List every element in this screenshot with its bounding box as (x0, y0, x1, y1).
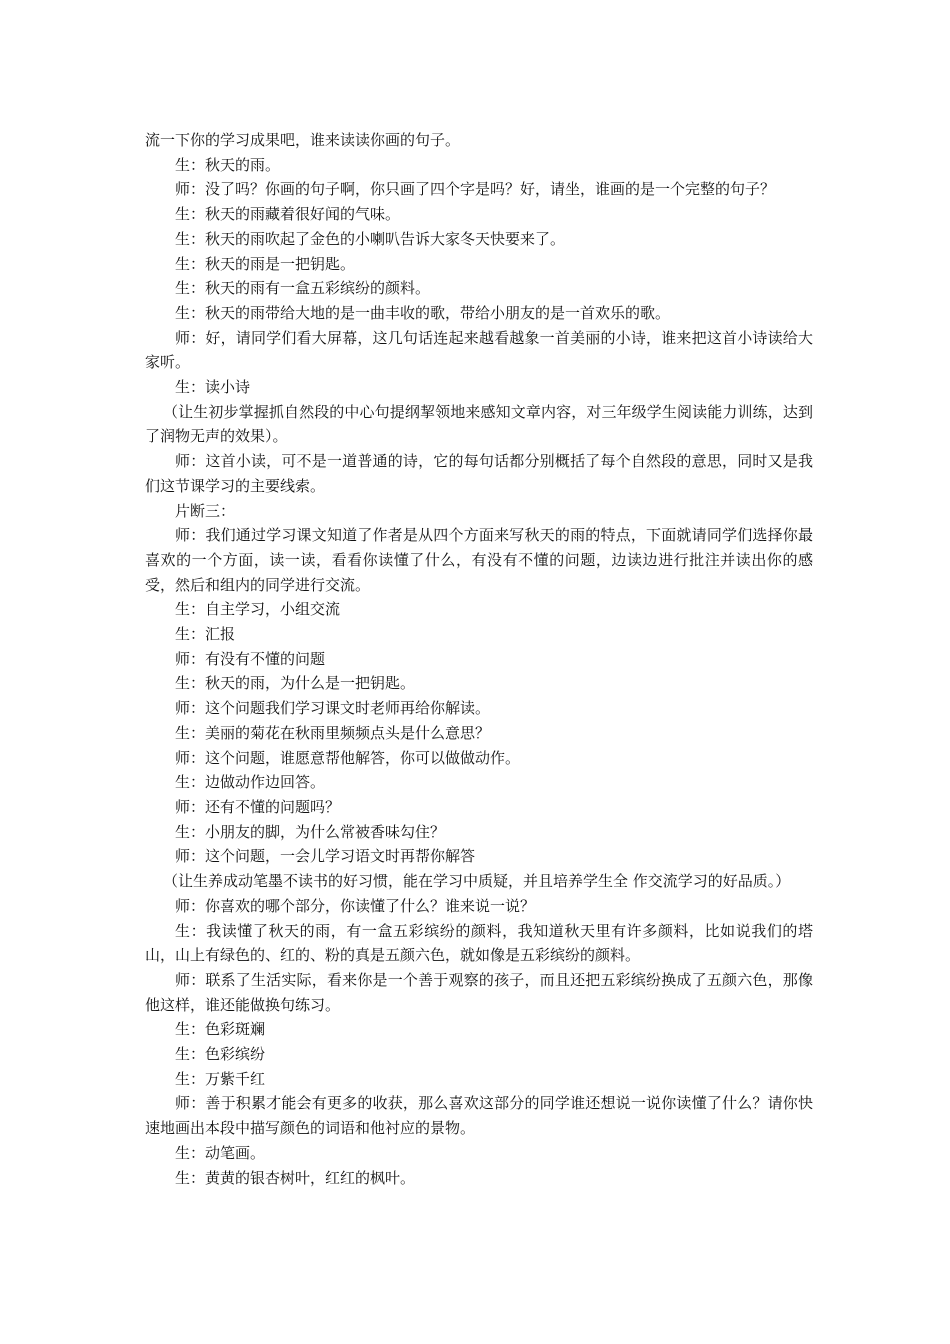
paragraph: 生：秋天的雨是一把钥匙。 (175, 254, 356, 273)
paragraph: 生：秋天的雨带给大地的是一曲丰收的歌，带给小朋友的是一首欢乐的歌。 (175, 303, 671, 322)
paragraph: 师：这首小读，可不是一道普通的诗，它的每句话都分别概括了每个自然段的意思，同时又是我们这节课学习的主要线索。 (145, 452, 813, 495)
paragraph: 生：色彩斑斓 (175, 1020, 266, 1039)
paragraph: 生：万紫千红 (175, 1069, 266, 1088)
paragraph: 片断三： (175, 501, 236, 520)
paragraph: 生：小朋友的脚，为什么常被香味勾住？ (175, 822, 446, 841)
paragraph: 师：好，请同学们看大屏幕，这几句话连起来越看越象一首美丽的小诗，谁来把这首小诗读给大家听。 (145, 328, 813, 372)
paragraph: 师：还有不懂的问题吗？ (175, 797, 341, 816)
paragraph: 生：美丽的菊花在秋雨里频频点头是什么意思？ (175, 723, 491, 742)
paragraph: 生：边做动作边回答。 (175, 773, 326, 792)
paragraph: 流一下你的学习成果吧，谁来读读你画的句子。 (145, 131, 461, 149)
paragraph: 生：色彩缤纷 (175, 1045, 266, 1064)
paragraph: （让生初步掌握抓自然段的中心句提纲挈领地来感知文章内容，对三年级学生阅读能力训练，达到了润物无声的效果）。 (145, 402, 813, 446)
paragraph: 生：秋天的雨。 (175, 155, 281, 174)
paragraph: 师：你喜欢的哪个部分，你读懂了什么？谁来说一说？ (175, 896, 536, 915)
paragraph: （让生养成动笔墨不读书的好习惯，能在学习中质疑，并且培养学生全 作交流学习的好品质。） (163, 872, 791, 891)
paragraph: 生：读小诗 (175, 378, 251, 397)
paragraph: 生：汇报 (175, 625, 236, 644)
paragraph: 生：自主学习，小组交流 (175, 600, 341, 619)
paragraph: 生：我读懂了秋天的雨，有一盒五彩缤纷的颜料，我知道秋天里有许多颜料，比如说我们的塔山，山上有绿色的、红的、粉的真是五颜六色，就如像是五彩缤纷的颜料。 (145, 921, 813, 965)
paragraph: 生：秋天的雨有一盒五彩缤纷的颜料。 (175, 279, 431, 298)
paragraph: 师：这个问题我们学习课文时老师再给你解读。 (175, 699, 491, 718)
paragraph: 师：没了吗？你画的句子啊，你只画了四个字是吗？好，请坐，谁画的是一个完整的句子？ (175, 180, 776, 199)
paragraph: 师：有没有不懂的问题 (175, 649, 326, 668)
paragraph: 生：秋天的雨，为什么是一把钥匙。 (175, 674, 416, 693)
paragraph: 师：这个问题，一会儿学习语文时再帮你解答 (175, 847, 476, 866)
document-page (145, 128, 813, 1190)
paragraph: 师：联系了生活实际，看来你是一个善于观察的孩子，而且还把五彩缤纷换成了五颜六色，那像他这样，谁还能做换句练习。 (145, 970, 813, 1014)
paragraph: 师：这个问题，谁愿意帮他解答，你可以做做动作。 (175, 748, 521, 767)
paragraph: 生：黄黄的银杏树叶，红红的枫叶。 (175, 1168, 416, 1187)
paragraph: 师：善于积累才能会有更多的收获，那么喜欢这部分的同学谁还想说一说你读懂了什么？请你快速地画出本段中描写颜色的词语和他衬应的景物。 (145, 1094, 813, 1138)
paragraph: 生：秋天的雨藏着很好闻的气味。 (175, 205, 401, 224)
paragraph: 师：我们通过学习课文知道了作者是从四个方面来写秋天的雨的特点，下面就请同学们选择你最喜欢的一个方面，读一读，看看你读懂了什么，有没有不懂的问题，边读边进行批注并读出你的感受，然后和组内的同学进行交流。 (145, 526, 813, 594)
paragraph: 生：秋天的雨吹起了金色的小喇叭告诉大家冬天快要来了。 (175, 229, 566, 248)
paragraph: 生：动笔画。 (175, 1143, 266, 1162)
